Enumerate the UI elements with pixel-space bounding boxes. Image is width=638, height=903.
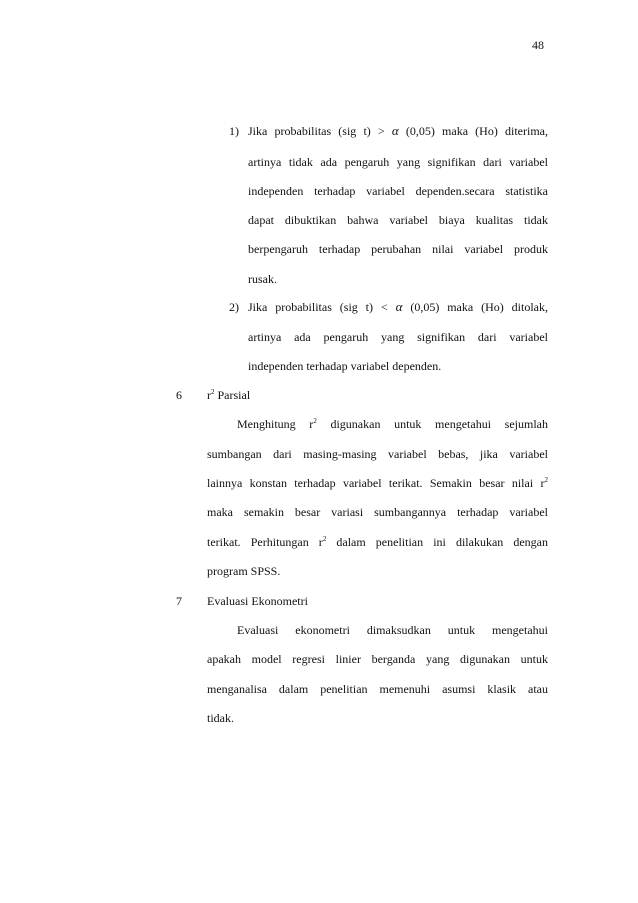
alpha-symbol: α [395, 299, 403, 314]
list-item-1-line-6: rusak. [248, 272, 277, 286]
section-7-number: 7 [176, 594, 182, 608]
list-item-1-line-5: berpengaruh terhadap perubahan nilai variabel produk [248, 242, 548, 256]
section-6-heading: $r^2$ Parsial [207, 388, 251, 402]
section-7-line-4: tidak. [207, 711, 234, 725]
section-6-line-1: Menghitung $r^2$ digunakan untuk mengetahui sejumlah [237, 417, 548, 431]
page-number: 48 [532, 38, 544, 52]
list-item-1-line-1: Jika probabilitas (sig t) > α (0,05) maka (Ho) diterima, [248, 123, 548, 138]
list-marker-2: 2) [229, 300, 239, 314]
section-6-line-3: lainnya konstan terhadap variabel terikat. Semakin besar nilai $r^2$ [207, 476, 548, 490]
section-7-line-1: Evaluasi ekonometri dimaksudkan untuk mengetahui [237, 623, 548, 637]
list-item-1-line-4: dapat dibuktikan bahwa variabel biaya kualitas tidak [248, 213, 548, 227]
section-6-line-5: terikat. Perhitungan $r^2$ dalam penelitian ini dilakukan dengan [207, 535, 549, 549]
section-6-line-6: program SPSS. [207, 564, 281, 578]
section-7-line-3: menganalisa dalam penelitian memenuhi asumsi klasik atau [207, 682, 548, 696]
list-item-2-line-2: artinya ada pengaruh yang signifikan dari variabel [248, 330, 548, 344]
list-item-1-line-2: artinya tidak ada pengaruh yang signifikan dari variabel [248, 155, 548, 169]
list-item-2-line-1: Jika probabilitas (sig t) < α (0,05) maka (Ho) ditolak, [248, 299, 548, 314]
section-7-line-2: apakah model regresi linier berganda yang digunakan untuk [207, 652, 548, 666]
list-item-1-line-3: independen terhadap variabel dependen.secara statistika [248, 184, 548, 198]
list-marker-1: 1) [229, 124, 239, 138]
list-item-2-line-3: independen terhadap variabel dependen. [248, 359, 442, 373]
section-6-line-4: maka semakin besar variasi sumbangannya terhadap variabel [207, 505, 548, 519]
section-7-heading: Evaluasi Ekonometri [207, 594, 308, 608]
section-6-line-2: sumbangan dari masing-masing variabel bebas, jika variabel [207, 447, 548, 461]
alpha-symbol: α [391, 123, 399, 138]
section-6-number: 6 [176, 388, 182, 402]
